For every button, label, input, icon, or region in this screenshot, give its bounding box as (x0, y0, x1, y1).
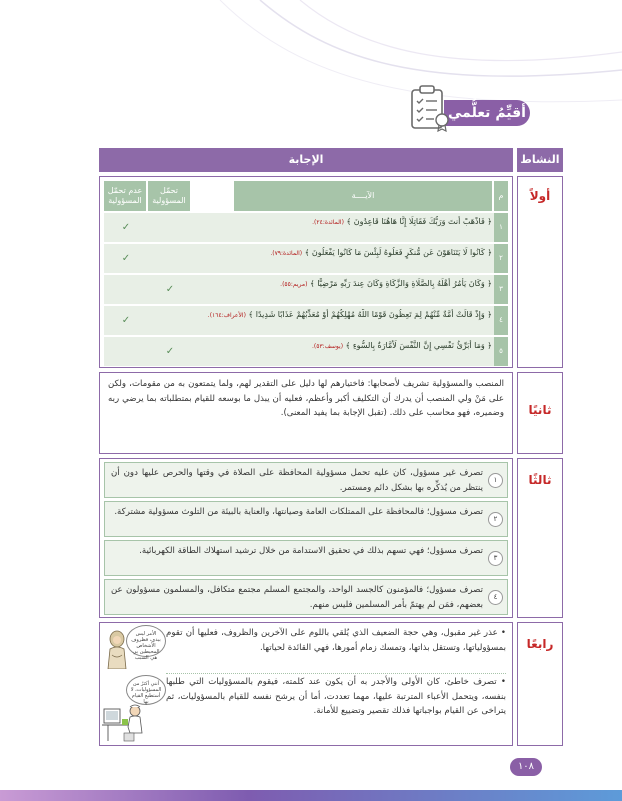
row-label-second-text: ثانيًا (528, 403, 552, 417)
verses-col-num-text: م (498, 191, 504, 200)
verses-col-verse (234, 181, 492, 211)
verse-text (192, 278, 492, 290)
answer-column-header: الإجابة (99, 148, 513, 172)
verse-number: ٣ (494, 275, 508, 304)
verse-reference: (المائدة:٢٤). (312, 219, 344, 226)
verse-reference: (مريم:٥٥). (280, 281, 308, 288)
verse-text (192, 247, 492, 259)
verse-row (104, 213, 508, 242)
second-answer-text: المنصب والمسؤولية تشريف لأصحابها: فاختيارهم لها دليل على التقدير لهم، ولما يتمتعون به من مقومات، ولكن على مَنْ ولي المنصب أن يدرك أن التكليف أكبر وأعظم، فعليه أن يبذل ما بوسعه للقيام بمتطلباته بما يرضي ربه وضميره، فهو محاسب على ذلك. (تقبل الإجابة بما يفيد المعنى). (108, 379, 504, 418)
verses-col-bearing-text: تحمّل المسؤولية (152, 186, 186, 205)
verse-text (192, 309, 492, 321)
verse-row (104, 244, 508, 273)
third-item-2-text: تصرف مسؤول؛ فالمحافظة على الممتلكات العامة وصيانتها، والعناية بالبيئة من التلوث مسؤولية مشتركة. (114, 507, 483, 517)
verse-number: ٥ (494, 337, 508, 366)
third-item-3-text: تصرف مسؤول؛ فهي تسهم بذلك في تحقيق الاستدامة من خلال ترشيد استهلاك الطاقة الكهربائية. (139, 546, 483, 556)
bearing-check: ✓ (165, 346, 175, 357)
verse-reference: (المائدة:٧٩). (270, 250, 303, 257)
second-answer-box (99, 372, 513, 454)
verses-col-verse-text: الآيــــة (351, 191, 375, 200)
woman-figure-icon (104, 629, 130, 669)
third-item-1-number: ١ (488, 473, 503, 488)
third-item-2-number: ٢ (488, 512, 503, 527)
row-label-first (517, 176, 563, 368)
third-item-1 (104, 462, 508, 498)
verses-col-not-bearing-text: عدم تحمّل المسؤولية (107, 186, 143, 205)
row-label-third (517, 458, 563, 618)
third-item-1-text: تصرف غير مسؤول، كان عليه تحمل مسؤولية المحافظة على الصلاة في وقتها والحرص عليها دون أن ينتظر من يُذكِّره بها بشكل دائم ومستمر. (111, 468, 483, 493)
row-label-third-text: ثالثًا (528, 473, 552, 487)
verse-quote: ﴿ وَكَانَ يَأْمُرُ أَهْلَهُ بِالصَّلَاةِ وَالزَّكَاةِ وَكَانَ عِندَ رَبِّهِ مَرْضِيًّا ﴾ (309, 279, 492, 288)
verse-row (104, 337, 508, 366)
activity-column-header: النشاط (517, 148, 563, 172)
verse-quote: ﴿ وَإِذْ قَالَتْ أُمَّةٌ مِّنْهُمْ لِمَ تَعِظُونَ قَوْمًا اللَّهُ مُهْلِكُهُمْ أَوْ مُعَذِّبُهُمْ عَذَابًا شَدِيدًا ﴾ (248, 310, 492, 319)
verses-col-not-bearing (104, 181, 146, 211)
third-answer-box (99, 458, 513, 618)
fourth-separator (166, 673, 506, 674)
verse-text (192, 216, 492, 228)
section-title (410, 88, 530, 128)
third-item-2 (104, 501, 508, 537)
third-item-3-number: ٣ (488, 551, 503, 566)
row-label-first-text: أولاً (529, 189, 551, 203)
speech-bubble-2: أنني أكثرُ من المسؤوليات، لا أستطيع القيام بها (126, 675, 166, 705)
row-label-fourth (517, 622, 563, 746)
verses-col-bearing (148, 181, 190, 211)
third-item-4-text: تصرف مسؤول؛ فالمؤمنون كالجسد الواحد، والمجتمع المسلم مجتمع متكافل، والمسلمون مسؤولون عن بعضهم، فمَن لم يهتمّ بأمر المسلمين فليس منهم. (111, 585, 483, 610)
third-item-4 (104, 579, 508, 615)
verse-reference: (الأعراف:١٦٤). (207, 312, 246, 319)
not-bearing-check: ✓ (121, 222, 131, 233)
man-at-desk-icon (102, 703, 148, 743)
verse-quote: ﴿ كَانُوا لَا يَتَنَاهَوْنَ عَن مُّنكَرٍ فَعَلُوهُ لَبِئْسَ مَا كَانُوا يَفْعَلُونَ ﴾ (304, 248, 492, 257)
row-label-fourth-text: رابعًا (526, 637, 554, 651)
verse-row (104, 306, 508, 335)
row-label-second (517, 372, 563, 454)
verse-number: ١ (494, 213, 508, 242)
third-item-3 (104, 540, 508, 576)
verses-box (99, 176, 513, 368)
verse-number: ٤ (494, 306, 508, 335)
verse-quote: ﴿ وَمَا أُبَرِّئُ نَفْسِي إِنَّ النَّفْسَ لَأَمَّارَةٌ بِالسُّوءِ ﴾ (345, 341, 492, 350)
bottom-bar (0, 790, 622, 801)
not-bearing-check: ✓ (121, 315, 131, 326)
fourth-item-1-text: • عذر غير مقبول، وهي حجة الضعيف الذي يُلقي باللوم على الآخرين والظروف، فعليها أن تقوم بمسؤولياتها، وتستقل بذاتها، وتمسك زمام أمورها، فهي القائدة لحياتها. (166, 628, 506, 653)
page-number: ١٠٨ (510, 758, 542, 776)
verse-quote: ﴿ فَاذْهَبْ أَنتَ وَرَبُّكَ فَقَاتِلَا إِنَّا هَاهُنَا قَاعِدُونَ ﴾ (346, 217, 492, 226)
section-title-label: أقيِّمُ تعلُّمي (444, 100, 530, 126)
verse-row (104, 275, 508, 304)
speech-bubble-1: الأمر ليس بيدي، فظروف الأشخاص المحيطين بي هي السبب (126, 625, 166, 657)
verse-reference: (يوسف:٥٣). (311, 343, 344, 350)
checklist-icon (406, 84, 452, 132)
third-item-4-number: ٤ (488, 590, 503, 605)
fourth-item-2-text: • تصرف خاطئ، كان الأولى والأجدر به أن يكون عند كلمته، فيقوم بالمسؤوليات التي طلبها بنفسه، ويتحمل الأعباء المترتبة عليها، مهما تعددت، أما أن يرشح نفسه للقيام بالمسؤوليات، ثم يتراخى عن القيام بواجباتها فذلك تقصير وتضييع للأمانة. (166, 677, 506, 716)
verses-col-num (494, 181, 508, 211)
fourth-answer-box (99, 622, 513, 746)
not-bearing-check: ✓ (121, 253, 131, 264)
bearing-check: ✓ (165, 284, 175, 295)
verse-number: ٢ (494, 244, 508, 273)
verse-text (192, 340, 492, 352)
